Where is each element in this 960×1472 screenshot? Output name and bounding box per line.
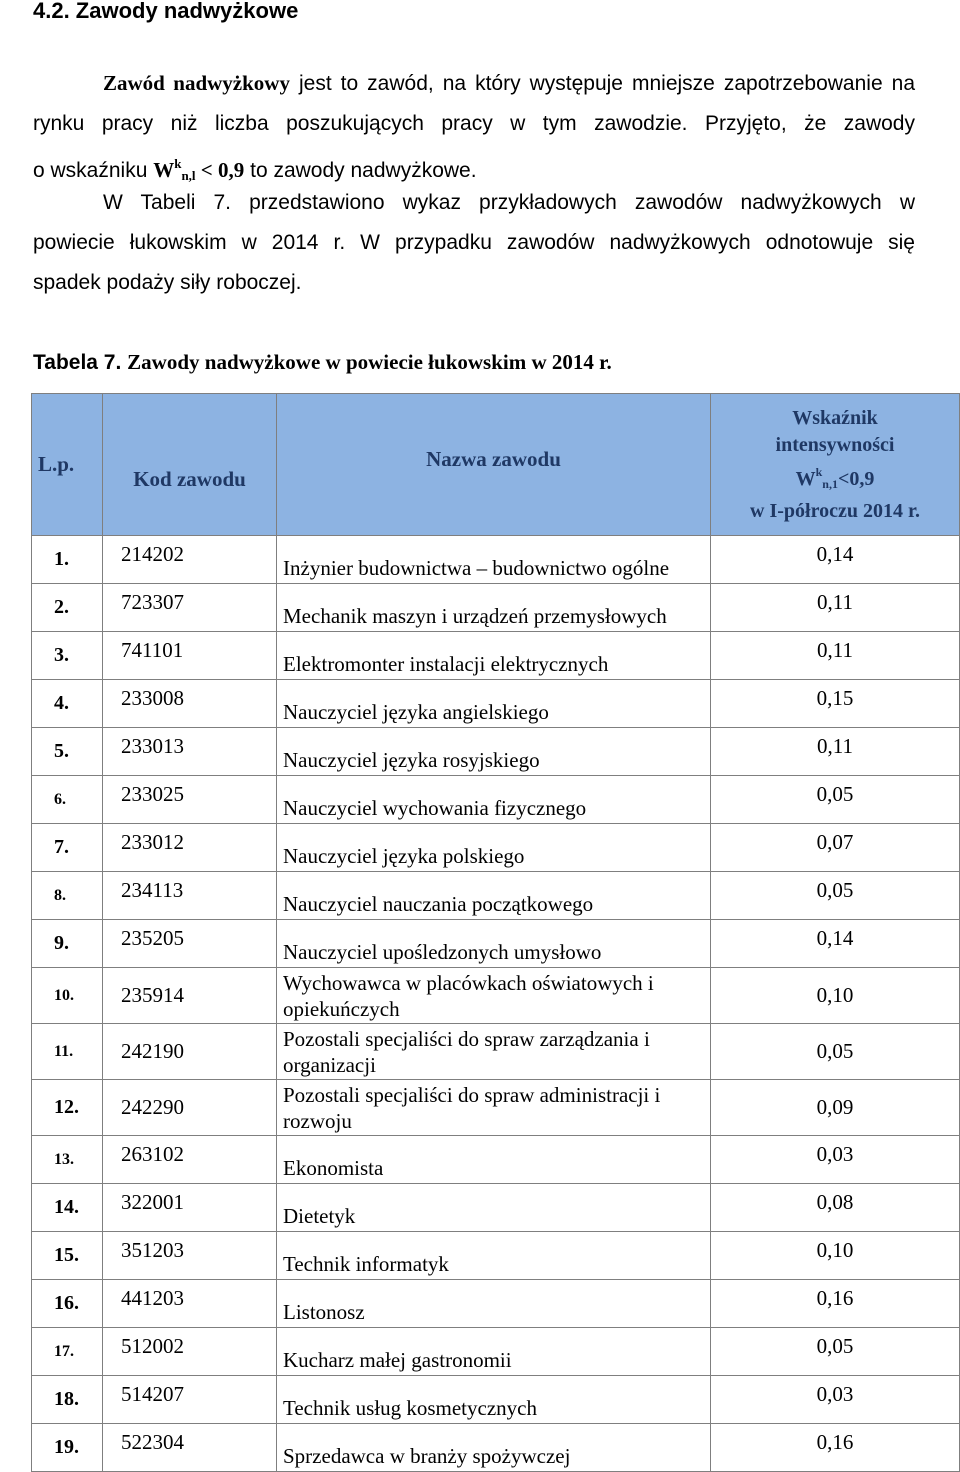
para2-line1: W Tabeli 7. przedstawiono wykaz przykładowych zawodów nadwyżkowych w <box>103 191 915 214</box>
cell-nazwa: Nauczyciel języka angielskiego <box>277 680 711 728</box>
table-row <box>32 920 960 968</box>
surplus-occupations-table <box>31 393 960 1472</box>
cell-wskaznik: 0,14 <box>711 536 960 584</box>
cell-lp: 5. <box>32 728 103 776</box>
cell-lp: 4. <box>32 680 103 728</box>
cell-kod: 233012 <box>103 824 277 872</box>
cell-kod: 233008 <box>103 680 277 728</box>
cell-lp: 2. <box>32 584 103 632</box>
table-row <box>32 1136 960 1184</box>
cell-kod: 235205 <box>103 920 277 968</box>
header-lp: L.p. <box>32 394 103 536</box>
cell-lp: 10. <box>32 968 103 1024</box>
cell-nazwa: Kucharz małej gastronomii <box>277 1328 711 1376</box>
cell-nazwa: Nauczyciel języka rosyjskiego <box>277 728 711 776</box>
cell-nazwa: Ekonomista <box>277 1136 711 1184</box>
cell-nazwa: Nauczyciel upośledzonych umysłowo <box>277 920 711 968</box>
table-row <box>32 680 960 728</box>
table-row <box>32 632 960 680</box>
cell-kod: 512002 <box>103 1328 277 1376</box>
cell-kod: 263102 <box>103 1136 277 1184</box>
table-row <box>32 584 960 632</box>
cell-lp: 9. <box>32 920 103 968</box>
intro-line2: rynku pracy niż liczba poszukujących pracy w tym zawodzie. Przyjęto, że zawody <box>33 112 915 135</box>
cell-kod: 242190 <box>103 1024 277 1080</box>
cell-kod: 514207 <box>103 1376 277 1424</box>
cell-kod: 242290 <box>103 1080 277 1136</box>
cell-kod: 233013 <box>103 728 277 776</box>
table-row <box>32 824 960 872</box>
intro-paragraph <box>33 63 915 196</box>
table-intro-paragraph <box>33 183 915 303</box>
header-wskaznik: Wskaźnik intensywności $W^k_{n,1}<0,9$ w I-półroczu 2014 r. <box>711 394 960 536</box>
cell-lp: 3. <box>32 632 103 680</box>
intensity-formula: $W^k_{n,l} < 0,9$ <box>153 156 245 183</box>
table-header-row <box>32 394 960 536</box>
para2-line2: powiecie łukowskim w 2014 r. W przypadku zawodów nadwyżkowych odnotowuje się <box>33 231 915 254</box>
table-row <box>32 776 960 824</box>
cell-lp: 8. <box>32 872 103 920</box>
cell-wskaznik: 0,16 <box>711 1280 960 1328</box>
cell-nazwa: Technik usług kosmetycznych <box>277 1376 711 1424</box>
table-row <box>32 1080 960 1136</box>
table-body <box>32 536 960 1472</box>
cell-kod: 351203 <box>103 1232 277 1280</box>
table-title: Tabela 7. Zawody nadwyżkowe w powiecie łukowskim w 2014 r. <box>33 350 612 374</box>
para2-line3: spadek podaży siły roboczej. <box>33 271 302 294</box>
cell-wskaznik: 0,16 <box>711 1424 960 1472</box>
cell-wskaznik: 0,10 <box>711 1232 960 1280</box>
cell-wskaznik: 0,15 <box>711 680 960 728</box>
cell-nazwa: Wychowawca w placówkach oświatowych i opiekuńczych <box>277 968 711 1024</box>
header-nazwa: Nazwa zawodu <box>277 394 711 536</box>
cell-nazwa: Pozostali specjaliści do spraw administracji i rozwoju <box>277 1080 711 1136</box>
table-row <box>32 872 960 920</box>
cell-wskaznik: 0,05 <box>711 872 960 920</box>
intro-term: Zawód nadwyżkowy <box>103 71 290 95</box>
cell-wskaznik: 0,08 <box>711 1184 960 1232</box>
cell-kod: 441203 <box>103 1280 277 1328</box>
cell-lp: 18. <box>32 1376 103 1424</box>
cell-kod: 723307 <box>103 584 277 632</box>
cell-nazwa: Mechanik maszyn i urządzeń przemysłowych <box>277 584 711 632</box>
cell-lp: 16. <box>32 1280 103 1328</box>
cell-nazwa: Dietetyk <box>277 1184 711 1232</box>
cell-lp: 7. <box>32 824 103 872</box>
cell-lp: 15. <box>32 1232 103 1280</box>
intro-line1: jest to zawód, na który występuje mniejsze zapotrzebowanie na <box>289 72 915 95</box>
table-row <box>32 968 960 1024</box>
cell-lp: 1. <box>32 536 103 584</box>
cell-nazwa: Technik informatyk <box>277 1232 711 1280</box>
cell-wskaznik: 0,11 <box>711 584 960 632</box>
section-heading: 4.2. Zawody nadwyżkowe <box>33 0 299 23</box>
cell-lp: 11. <box>32 1024 103 1080</box>
cell-wskaznik: 0,14 <box>711 920 960 968</box>
cell-kod: 235914 <box>103 968 277 1024</box>
cell-kod: 214202 <box>103 536 277 584</box>
header-kod: Kod zawodu <box>103 394 277 536</box>
intro-line3: o wskaźniku $W^k_{n,l} < 0,9$ to zawody nadwyżkowe. <box>33 156 477 183</box>
table-row <box>32 1024 960 1080</box>
table-row <box>32 1424 960 1472</box>
table-row <box>32 536 960 584</box>
cell-lp: 13. <box>32 1136 103 1184</box>
cell-wskaznik: 0,09 <box>711 1080 960 1136</box>
table-row <box>32 1232 960 1280</box>
cell-wskaznik: 0,03 <box>711 1136 960 1184</box>
cell-nazwa: Listonosz <box>277 1280 711 1328</box>
cell-nazwa: Nauczyciel wychowania fizycznego <box>277 776 711 824</box>
cell-wskaznik: 0,03 <box>711 1376 960 1424</box>
cell-wskaznik: 0,07 <box>711 824 960 872</box>
cell-lp: 12. <box>32 1080 103 1136</box>
cell-nazwa: Sprzedawca w branży spożywczej <box>277 1424 711 1472</box>
cell-wskaznik: 0,11 <box>711 728 960 776</box>
cell-kod: 234113 <box>103 872 277 920</box>
cell-lp: 17. <box>32 1328 103 1376</box>
table-row <box>32 728 960 776</box>
cell-nazwa: Pozostali specjaliści do spraw zarządzania i organizacji <box>277 1024 711 1080</box>
cell-nazwa: Inżynier budownictwa – budownictwo ogólne <box>277 536 711 584</box>
cell-kod: 741101 <box>103 632 277 680</box>
cell-nazwa: Elektromonter instalacji elektrycznych <box>277 632 711 680</box>
cell-wskaznik: 0,05 <box>711 776 960 824</box>
cell-lp: 19. <box>32 1424 103 1472</box>
cell-wskaznik: 0,10 <box>711 968 960 1024</box>
cell-nazwa: Nauczyciel języka polskiego <box>277 824 711 872</box>
cell-wskaznik: 0,05 <box>711 1328 960 1376</box>
cell-wskaznik: 0,05 <box>711 1024 960 1080</box>
cell-kod: 322001 <box>103 1184 277 1232</box>
cell-wskaznik: 0,11 <box>711 632 960 680</box>
cell-kod: 522304 <box>103 1424 277 1472</box>
cell-lp: 14. <box>32 1184 103 1232</box>
cell-kod: 233025 <box>103 776 277 824</box>
cell-lp: 6. <box>32 776 103 824</box>
table-row <box>32 1280 960 1328</box>
cell-nazwa: Nauczyciel nauczania początkowego <box>277 872 711 920</box>
table-row <box>32 1184 960 1232</box>
table-row <box>32 1376 960 1424</box>
